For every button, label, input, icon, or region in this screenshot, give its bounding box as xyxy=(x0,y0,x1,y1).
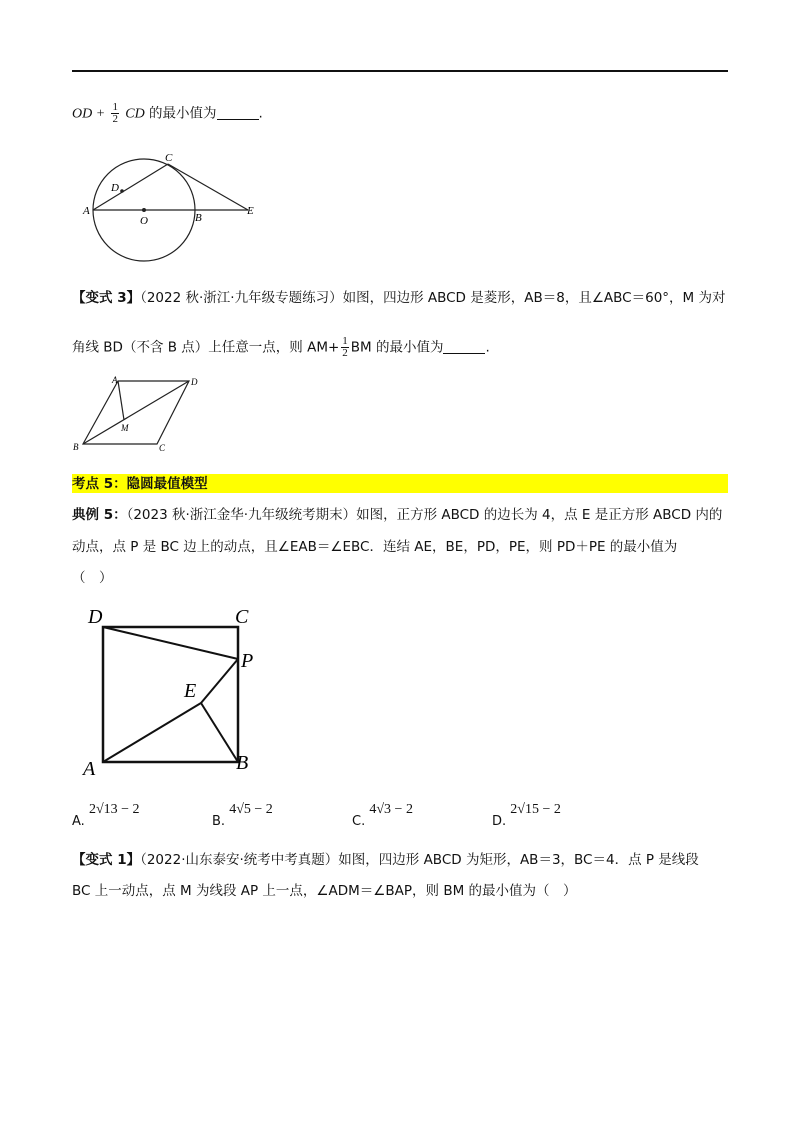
square-figure xyxy=(80,602,270,782)
variant3-text2a: 角线 BD（不含 B 点）上任意一点，则 AM+ xyxy=(72,339,340,356)
label-d: D xyxy=(191,377,198,387)
point-o xyxy=(142,208,146,212)
variant3-text1: （2022 秋·浙江·九年级专题练习）如图，四边形 ABCD 是菱形，AB＝8，且∠ABC＝60°，M 为对 xyxy=(140,290,726,306)
variant1-line2 xyxy=(72,882,577,900)
example5-line2 xyxy=(72,538,677,556)
label-d: D xyxy=(111,182,119,194)
label-a: A xyxy=(83,758,96,780)
label-b: B xyxy=(236,752,249,774)
circle-figure xyxy=(80,148,270,263)
example5-text2: 动点，点 P 是 BC 边上的动点，且∠EAB＝∠EBC．连结 AE，BE，PD，PE，则 PD＋PE 的最小值为 xyxy=(72,539,678,555)
label-e: E xyxy=(247,205,254,217)
option-a-expr: 2√13 − 2 xyxy=(88,802,140,817)
label-p: P xyxy=(241,650,254,672)
label-m: M xyxy=(121,423,129,433)
segment-ac xyxy=(93,164,168,210)
variant1-text2: BC 上一动点，点 M 为线段 AP 上一点，∠ADM＝∠BAP，则 BM 的最小值为（ ） xyxy=(72,883,577,899)
variant1-tag: 【变式 1】 xyxy=(72,852,141,868)
segment-am xyxy=(118,381,124,420)
option-a-letter: A. xyxy=(72,814,85,829)
label-b: B xyxy=(73,442,79,452)
label-a: A xyxy=(83,205,90,217)
variant1-line1 xyxy=(72,851,699,869)
variant3-line2: 角线 BD（不含 B 点）上任意一点，则 AM+ $\frac{1}{2}$ BM 的最小值为 . xyxy=(72,335,490,359)
label-c: C xyxy=(159,443,166,453)
label-e: E xyxy=(184,680,197,702)
label-c: C xyxy=(165,152,173,164)
variant1-text1: （2022·山东泰安·统考中考真题）如图，四边形 ABCD 为矩形，AB＝3，BC＝4．点 P 是线段 xyxy=(140,852,699,868)
variant3-line1 xyxy=(72,289,725,307)
label-c: C xyxy=(235,606,249,628)
segment-dp xyxy=(103,627,238,659)
expr-od: OD + xyxy=(72,106,106,122)
example5-text1: （2023 秋·浙江金华·九年级统考期末）如图，正方形 ABCD 的边长为 4，点 E 是正方形 ABCD 内的 xyxy=(126,507,723,523)
example5-paren: （ ） xyxy=(72,570,113,586)
option-c-letter: C. xyxy=(352,814,366,829)
label-a: A xyxy=(112,375,118,385)
segment-pe xyxy=(201,659,238,703)
label-o: O xyxy=(140,215,148,227)
square-abcd xyxy=(103,627,238,762)
option-c[interactable] xyxy=(352,802,413,829)
fraction-half-2: $\frac{1}{2}$ xyxy=(342,335,348,359)
label-b: B xyxy=(195,212,202,224)
answer-blank-2 xyxy=(443,341,485,354)
option-b-letter: B. xyxy=(212,814,226,829)
option-c-expr: 4√3 − 2 xyxy=(369,802,413,817)
example5-tag: 典例 5： xyxy=(72,507,127,523)
question-tail: 的最小值为 xyxy=(149,105,217,122)
option-a[interactable] xyxy=(72,802,140,829)
variant3-text2b: BM 的最小值为 xyxy=(350,339,444,356)
answer-blank xyxy=(217,107,259,120)
header-rule xyxy=(72,70,728,72)
expr-cd: CD xyxy=(125,106,145,122)
segment-ae xyxy=(103,703,201,762)
segment-be xyxy=(201,703,238,762)
option-d-expr: 2√15 − 2 xyxy=(510,802,561,817)
point-d xyxy=(120,189,124,193)
variant3-tag: 【变式 3】 xyxy=(72,290,141,306)
section-title: 考点 5：隐圆最值模型 xyxy=(72,476,208,492)
segment-ce xyxy=(168,164,248,210)
fraction-half: $\frac{1}{2}$ xyxy=(112,101,118,125)
example5-line1 xyxy=(72,506,722,524)
option-d[interactable] xyxy=(492,802,561,829)
option-b-expr: 4√5 − 2 xyxy=(229,802,273,817)
label-d: D xyxy=(88,606,103,628)
option-d-letter: D. xyxy=(492,814,507,829)
option-b[interactable] xyxy=(212,802,273,829)
question-fragment: OD + $\frac{1}{2}$ CD 的最小值为 . xyxy=(72,101,263,125)
rhombus-figure xyxy=(70,374,210,456)
